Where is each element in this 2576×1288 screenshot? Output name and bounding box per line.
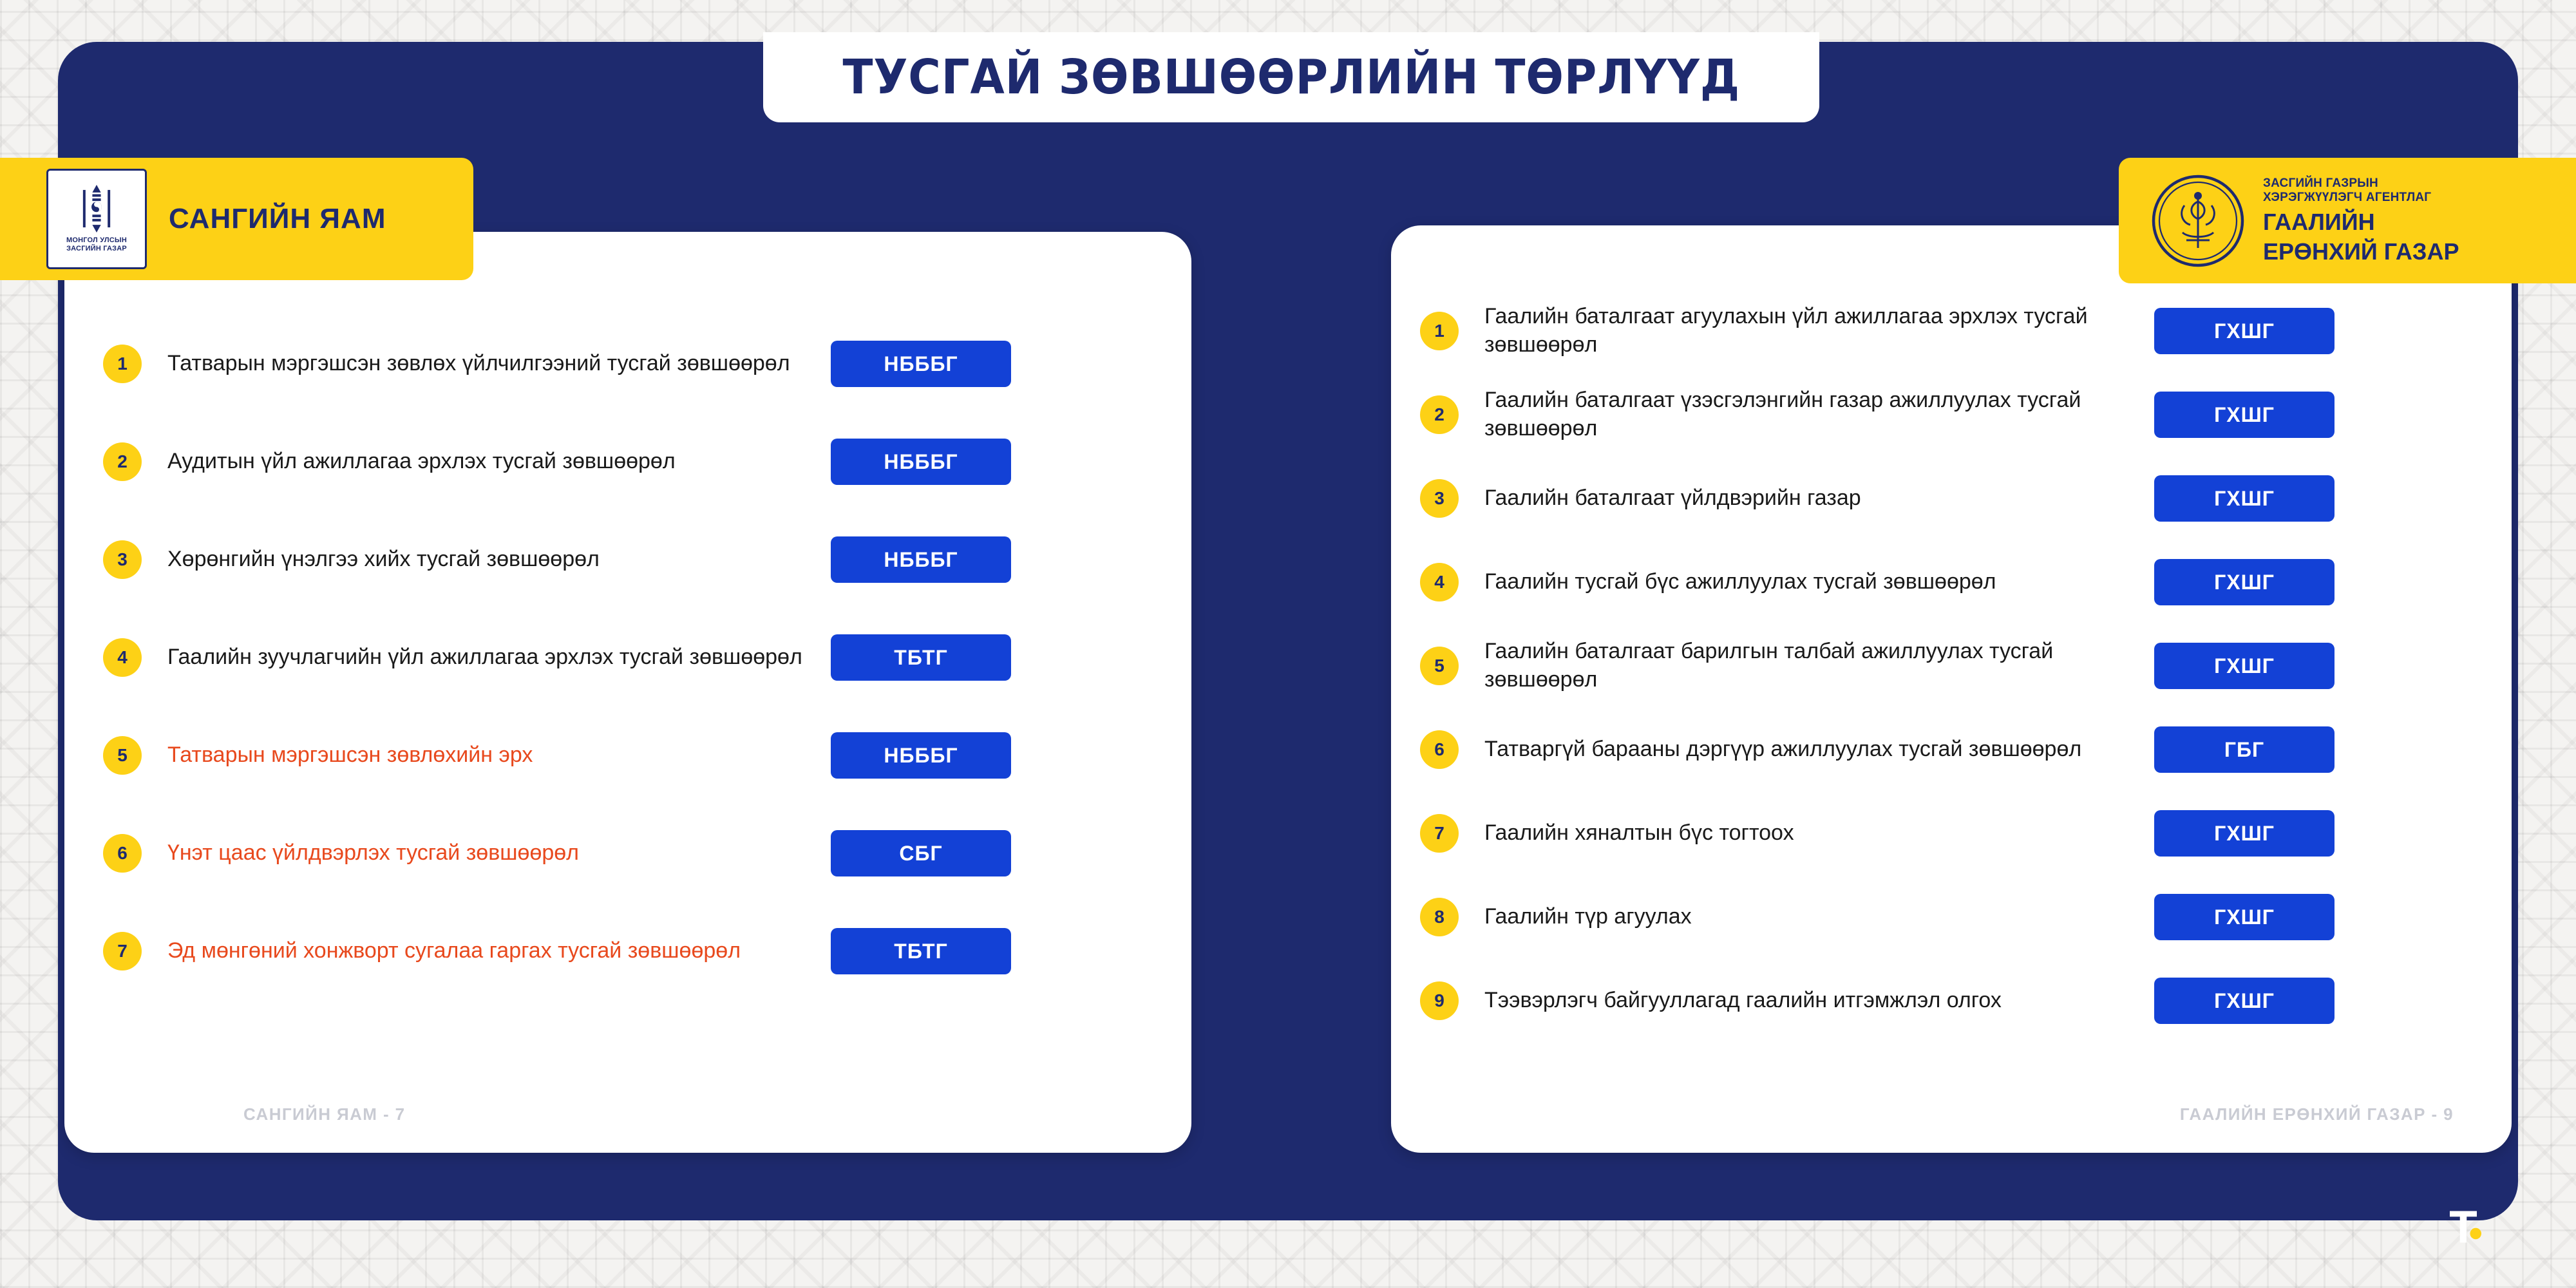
list-item [103, 622, 1146, 693]
item-label: Гаалийн тусгай бүс ажиллуулах тусгай зөвшөөрөл [1484, 569, 1996, 594]
list-item [103, 916, 1146, 987]
list-item [1420, 464, 2476, 533]
right-org-name2: ЕРӨНХИЙ ГАЗАР [2263, 238, 2459, 265]
authority-tag[interactable]: ГХШГ [2154, 475, 2334, 522]
state-emblem-icon [46, 169, 147, 269]
item-label: Татварын мэргэшсэн зөвлөхийн эрх [167, 743, 533, 768]
authority-tag[interactable]: ГХШГ [2154, 308, 2334, 354]
right-org-line2: ХЭРЭГЖҮҮЛЭГЧ АГЕНТЛАГ [2263, 191, 2432, 205]
item-label: Гаалийн баталгаат агуулахын үйл ажиллагаа эрхлэх тусгай зөвшөөрөл [1484, 304, 2088, 357]
item-number-badge: 2 [103, 442, 142, 481]
authority-tag[interactable]: ТБТГ [831, 634, 1011, 681]
item-label: Эд мөнгөний хонжворт сугалаа гаргах тусгай зөвшөөрөл [167, 938, 741, 963]
item-number-badge: 4 [103, 638, 142, 677]
item-label: Хөрөнгийн үнэлгээ хийх тусгай зөвшөөрөл [167, 547, 600, 572]
authority-tag[interactable]: ГХШГ [2154, 643, 2334, 689]
page-title: ТУСГАЙ ЗӨВШӨӨРЛИЙН ТӨРЛҮҮД [842, 50, 1740, 105]
customs-emblem-icon [2150, 173, 2246, 269]
soyombo-icon [79, 185, 114, 232]
authority-tag[interactable]: ГХШГ [2154, 978, 2334, 1024]
list-item [103, 328, 1146, 399]
item-label: Аудитын үйл ажиллагаа эрхлэх тусгай зөвшөөрөл [167, 449, 676, 474]
list-item [1420, 547, 2476, 617]
right-org-line1: ЗАСГИЙН ГАЗРЫН [2263, 176, 2378, 190]
item-number-badge: 6 [103, 834, 142, 873]
item-number-badge: 1 [1420, 312, 1459, 350]
item-label: Тээвэрлэгч байгууллагад гаалийн итгэмжлэл олгох [1484, 988, 2002, 1013]
authority-tag[interactable]: НБББГ [831, 341, 1011, 387]
list-item [1420, 966, 2476, 1036]
authority-tag[interactable]: СБГ [831, 830, 1011, 876]
authority-tag[interactable]: ГХШГ [2154, 392, 2334, 438]
right-card-footer: ГААЛИЙН ЕРӨНХИЙ ГАЗАР - 9 [2179, 1104, 2454, 1124]
item-label: Татварын мэргэшсэн зөвлөх үйлчилгээний тусгай зөвшөөрөл [167, 351, 790, 376]
item-label: Гаалийн баталгаат барилгын талбай ажиллуулах тусгай зөвшөөрөл [1484, 639, 2054, 692]
authority-tag[interactable]: НБББГ [831, 439, 1011, 485]
authority-tag[interactable]: ГХШГ [2154, 810, 2334, 857]
list-item [1420, 296, 2476, 366]
customs-general-administration-header [2119, 158, 2576, 283]
emblem-caption: МОНГОЛ УЛСЫН ЗАСГИЙН ГАЗАР [66, 236, 127, 252]
list-item [1420, 631, 2476, 701]
right-card [1391, 225, 2512, 1153]
item-number-badge: 3 [103, 540, 142, 579]
left-card-footer: САНГИЙН ЯАМ - 7 [243, 1104, 406, 1124]
list-item [103, 818, 1146, 889]
item-number-badge: 9 [1420, 981, 1459, 1020]
authority-tag[interactable]: ГХШГ [2154, 559, 2334, 605]
slide-title-banner [763, 32, 1819, 122]
item-label: Гаалийн баталгаат үзэсгэлэнгийн газар ажиллуулах тусгай зөвшөөрөл [1484, 388, 2081, 440]
item-number-badge: 3 [1420, 479, 1459, 518]
list-item [103, 524, 1146, 595]
item-number-badge: 7 [103, 932, 142, 971]
list-item [1420, 380, 2476, 450]
left-card [64, 232, 1191, 1153]
item-label: Гаалийн хяналтын бүс тогтоох [1484, 820, 1794, 846]
item-number-badge: 5 [1420, 647, 1459, 685]
list-item [1420, 715, 2476, 784]
item-number-badge: 4 [1420, 563, 1459, 601]
item-number-badge: 8 [1420, 898, 1459, 936]
list-item [103, 426, 1146, 497]
authority-tag[interactable]: ГБГ [2154, 726, 2334, 773]
ministry-of-finance-header [0, 158, 473, 280]
right-org-name1: ГААЛИЙН [2263, 208, 2375, 235]
item-number-badge: 2 [1420, 395, 1459, 434]
authority-tag[interactable]: НБББГ [831, 536, 1011, 583]
item-label: Гаалийн түр агуулах [1484, 904, 1692, 929]
list-item [1420, 882, 2476, 952]
right-org-text [2263, 176, 2459, 265]
item-number-badge: 6 [1420, 730, 1459, 769]
left-org-name: САНГИЙН ЯАМ [169, 203, 386, 234]
authority-tag[interactable]: ТБТГ [831, 928, 1011, 974]
item-label: Гаалийн баталгаат үйлдвэрийн газар [1484, 486, 1861, 511]
list-item [1420, 799, 2476, 868]
item-label: Татваргүй барааны дэргүүр ажиллуулах тусгай зөвшөөрөл [1484, 737, 2082, 762]
authority-tag[interactable]: ГХШГ [2154, 894, 2334, 940]
item-label: Үнэт цаас үйлдвэрлэх тусгай зөвшөөрөл [167, 840, 580, 866]
item-label: Гаалийн зуучлагчийн үйл ажиллагаа эрхлэх тусгай зөвшөөрөл [167, 645, 802, 670]
list-item [103, 720, 1146, 791]
item-number-badge: 1 [103, 345, 142, 383]
authority-tag[interactable]: НБББГ [831, 732, 1011, 779]
item-number-badge: 7 [1420, 814, 1459, 853]
item-number-badge: 5 [103, 736, 142, 775]
corner-logo-icon [2441, 1204, 2486, 1249]
